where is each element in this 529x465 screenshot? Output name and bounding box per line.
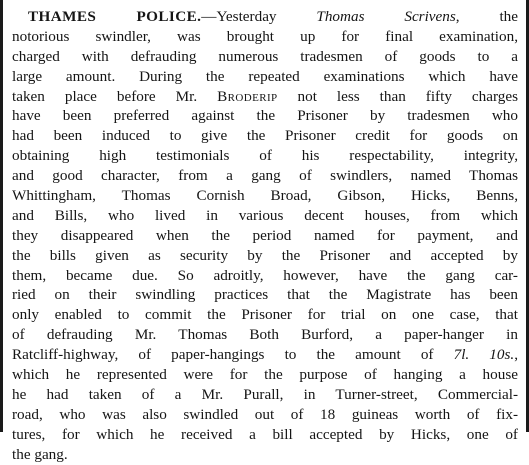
article-line: Ratcliff-highway, of paper-hangings to the amount of 7l. 10s., bbox=[12, 346, 519, 364]
amount-value: 7l. 10s. bbox=[453, 346, 515, 364]
article-line: which he represented were for the purpose of hanging a house bbox=[12, 366, 518, 384]
article-line: obtaining high testimonials of his respectability, integrity, bbox=[12, 147, 518, 165]
article-line: and good character, from a gang of swindlers, named Thomas bbox=[12, 167, 518, 185]
article-line: the bills given as security by the Prisoner and accepted by bbox=[12, 246, 518, 264]
article-line: ried on their swindling practices that the Magistrate has been bbox=[12, 286, 518, 304]
article-line: road, who was also swindled out of 18 guineas worth of fix- bbox=[12, 405, 518, 423]
article-line: they disappeared when the period named for payment, and bbox=[12, 226, 518, 244]
article-line: had been induced to give the Prisoner credit for goods on bbox=[12, 127, 518, 145]
article-line: charged with defrauding numerous tradesmen of goods to a bbox=[12, 47, 518, 65]
defendant-name: Thomas Scrivens bbox=[316, 8, 456, 25]
article-line: large amount. During the repeated examinations which have bbox=[12, 67, 518, 85]
article-line: taken place before Mr. Broderip not less than fifty charges bbox=[12, 87, 519, 105]
article-line: of defrauding Mr. Thomas Both Burford, a paper-hanger in bbox=[12, 326, 518, 344]
article-text bbox=[12, 7, 518, 464]
column-rule-left bbox=[0, 0, 3, 432]
article-line: tures, for which he received a bill accepted by Hicks, one of bbox=[12, 425, 518, 443]
article-line: have been preferred against the Prisoner by tradesmen who bbox=[12, 107, 518, 125]
article-line: he had taken of a Mr. Purall, in Turner-street, Commercial- bbox=[12, 385, 518, 403]
article-line: notorious swindler, was brought up for final examination, bbox=[12, 27, 518, 45]
article-heading: THAMES POLICE. bbox=[28, 8, 202, 25]
article-line: them, became due. So adroitly, however, have the gang car- bbox=[12, 266, 518, 284]
article-line: and Bills, who lived in various decent houses, from which bbox=[12, 206, 518, 224]
article-line: THAMES POLICE.—Yesterday Thomas Scrivens, the bbox=[28, 8, 518, 25]
article-line: the gang. bbox=[12, 445, 68, 463]
article-line: only enabled to commit the Prisoner for trial on one case, that bbox=[12, 306, 518, 324]
article-line: Whittingham, Thomas Cornish Broad, Gibson, Hicks, Benns, bbox=[12, 187, 518, 205]
magistrate-name: Broderip bbox=[217, 87, 278, 105]
